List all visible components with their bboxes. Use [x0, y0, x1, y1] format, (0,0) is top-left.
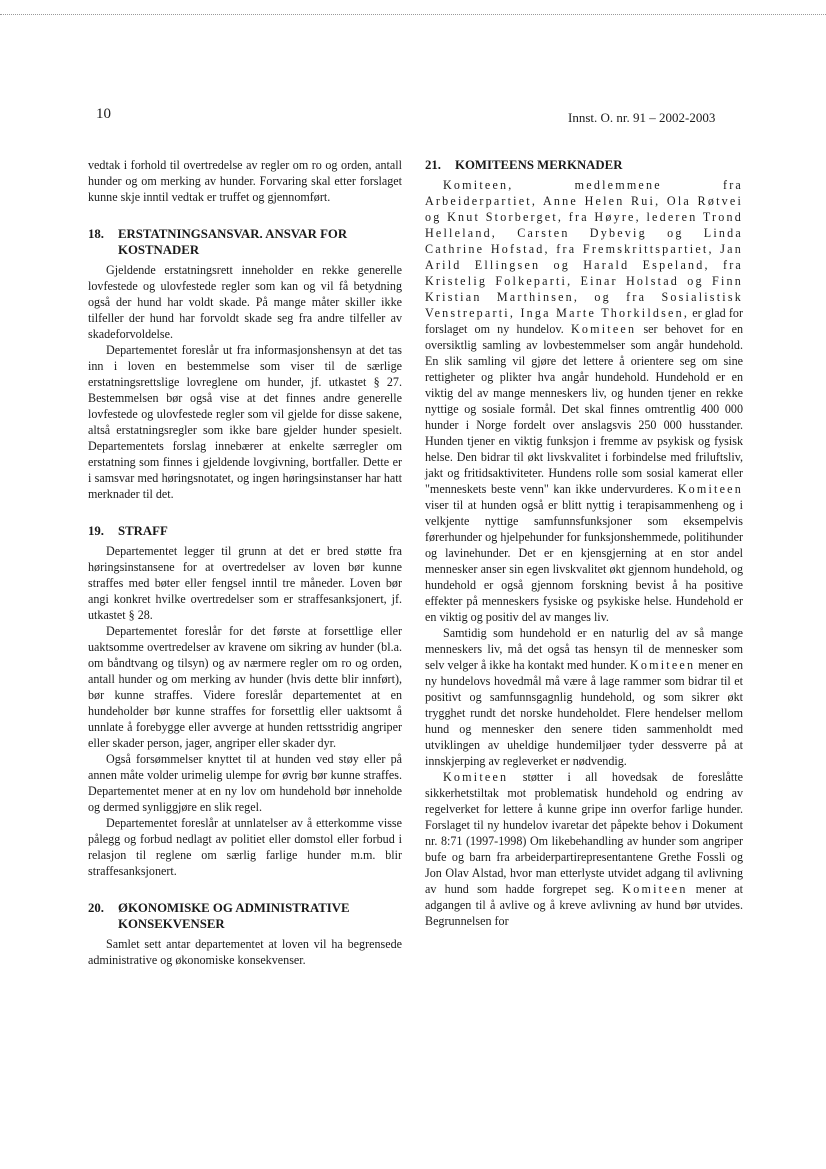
text: er glad for forslaget om ny hundelov. [425, 306, 743, 336]
section-title: STRAFF [118, 524, 168, 538]
paragraph: Også forsømmelser knyttet til at hunden ved støy eller på annen måte volder urimelig ulempe for øvrig bør kunne straffes. Departementet mener at en ny lov om hundehold bør inneholde og dermed synliggjøre en slik regel. [88, 752, 402, 814]
scan-edge [0, 14, 826, 15]
text: viser til at hunden også er blitt nyttig i terapisammenheng og i velkjente nyttige samfunnsfunksjoner som eksempelvis førerhunder og hjelpehunder for funksjonshemmede, politihunder og lavinehunder. Det er en kjensgjerning at en stor andel mennesker anser sin egen livskvalitet økt gjennom hundehold, og hundehold er også gjennom forskning bevist å ha positive effekter på menneskers fysiske og psykiske helse. Hundehold er en viktig og positiv del av manges liv. [425, 498, 743, 624]
paragraph: Samlet sett antar departementet at loven vil ha begrensede administrative og økonomiske konsekvenser. [88, 937, 402, 967]
spaced-text: Komiteen [629, 658, 696, 672]
section-18-heading [88, 226, 402, 258]
section-21-heading [425, 157, 743, 173]
section-number: 18. [88, 227, 104, 241]
paragraph [425, 625, 743, 769]
text: Samtidig som hundehold er en naturlig del av så mange menneskers liv, må det også tas hensyn til de mennesker som selv velger å ikke ha kontakt med hunder. [425, 626, 743, 672]
text: ser behovet for en oversiktlig samling av lovbestemmelser som angår hundehold. En slik samling vil gjøre det lettere å orientere seg om sine rettigheter og plikter hva angår hundehold. Hundehold er en viktig del av mange menneskers liv, og hunden tjener en rekke nyttige og sosiale formål. Det skal finnes omtrentlig 400 000 hunder i Norge fordelt over anslagsvis 250 000 husstander. Hunden tjener en viktig funksjon i fremme av psykisk og fysisk helse. Den bidrar til økt livskvalitet i forbindelse med friluftsliv, jakt og fritidsaktiviteter. Hundens rolle som sosial kamerat eller "menneskets beste venn" kan ikke undervurderes. [425, 322, 743, 496]
spaced-text: Komiteen, medlemmene fra Arbeiderpartiet, Anne Helen Rui, Ola Røtvei og Knut Storberget, fra Høyre, lederen Trond Helleland, Carsten Dybevig og Linda Cathrine Hofstad, fra Fremskrittspartiet, Jan Arild Ellingsen og Harald Espeland, fra Kristelig Folkeparti, Einar Holstad og Finn Kristian Marthinsen, og fra Sosialistisk Venstreparti, Inga Marte Thorkildsen, [425, 178, 743, 320]
section-number: 19. [88, 524, 104, 538]
spaced-text: Komiteen [443, 770, 509, 784]
section-number: 21. [425, 158, 441, 172]
text: mener at adgangen til å avlive og å kreve avlivning av hund bør utvides. Begrunnelsen for [425, 882, 743, 928]
section-title: ERSTATNINGSANSVAR. ANSVAR FOR KOSTNADER [118, 227, 348, 257]
section-title: KOMITEENS MERKNADER [455, 158, 623, 172]
spaced-text: Komiteen [677, 482, 743, 496]
document-reference: Innst. O. nr. 91 – 2002-2003 [568, 110, 716, 125]
paragraph: Departementet foreslår for det første at forsettlige eller uaktsomme overtredelser av kravene om sikring av hunder (bl.a. om båndtvang og tilsyn) og av nærmere regler om ro og orden, antall hunder og om merking av hunder (hvis dette blir innført), bør kunne straffes. Videre foreslår departementet at en hundeholder bør kunne straffes for forsettlig eller uaktsomt å unnlate å forebygge eller avverge at hunden rettsstridig angriper eller skader person, jager, angriper eller skader dyr. [88, 624, 402, 750]
section-20-heading [88, 900, 402, 932]
page-number: 10 [96, 106, 111, 122]
paragraph [425, 177, 743, 625]
paragraph: Departementet foreslår at unnlatelser av å etterkomme visse pålegg og forbud nedlagt av politiet eller domstol eller forbud i relasjon til reglene om særlig farlige hunder m.m. blir straffesanksjonert. [88, 816, 402, 878]
section-number: 20. [88, 901, 104, 915]
text: mener en ny hundelovs hovedmål må være å lage rammer som bidrar til et positivt og samfunnsgagnlig hundehold, og som sikrer økt trygghet rundt det norske hundeholdet. Flere hendelser mellom hund og mennesker den senere tiden sammenholdt med utviklingen av uheldige hundemiljøer tyder dessverre på at innskjerping av regleverket er nødvendig. [425, 658, 743, 768]
intro-paragraph: vedtak i forhold til overtredelse av regler om ro og orden, antall hunder og om merking av hunder. Forvaring skal etter forslaget kunne skje inntil vedtak er truffet og gjennomført. [88, 158, 402, 204]
section-title: ØKONOMISKE OG ADMINISTRATIVE KONSEKVENSER [118, 901, 350, 931]
spaced-text: Komiteen [622, 882, 688, 896]
paragraph [425, 769, 743, 929]
section-19-heading [88, 523, 402, 539]
paragraph: Departementet foreslår ut fra informasjonshensyn at det tas inn i loven en bestemmelse som viser til de særlige erstatningsrettslige lovreglene om hunder, jf. utkastet § 27. Bestemmelsen bør også vise at det finnes andre generelle lovfestede og ulovfestede regler som vil gjelde for disse sakene, altså erstatningsregler som ikke bare gjelder hunder spesielt. Departementets forslag innebærer at enkelte særregler om erstatning som finnes i gjeldende lovgivning, bortfaller. Dette er i samsvar med høringsnotatet, og ingen høringsinstanser har hatt merknader til det. [88, 343, 402, 501]
paragraph: Departementet legger til grunn at det er bred støtte fra høringsinstansene for at overtredelser av loven bør kunne straffes med bøter eller fengsel inntil tre måneder. Loven bør angi konkret hvilke overtredelser som er straffesanksjonert, jf. utkastet § 28. [88, 544, 402, 622]
text: støtter i all hovedsak de foreslåtte sikkerhetstiltak mot problematisk hundehold og endring av regelverket for lettere å kunne gripe inn overfor farlige hunder. Forslaget til ny hundelov ivaretar det påpekte behov i Dokument nr. 8:71 (1997-1998) Om likebehandling av hunder som angriper bufe og barn fra arbeiderpartirepresentantene Grethe Fossli og Jon Olav Alstad, hvor man etterlyste utvidet adgang til avlivning av hund som hadde forgrepet seg. [425, 770, 743, 896]
right-column [425, 157, 743, 929]
spaced-text: Komiteen [570, 322, 637, 336]
paragraph: Gjeldende erstatningsrett inneholder en rekke generelle lovfestede og ulovfestede regler som kan og vil få betydning også der hund har voldt skade. På mange måter skiller ikke tilfeller der hund har forvoldt skade seg fra andre tilfeller av skadeforvoldelse. [88, 263, 402, 341]
left-column [88, 157, 402, 968]
